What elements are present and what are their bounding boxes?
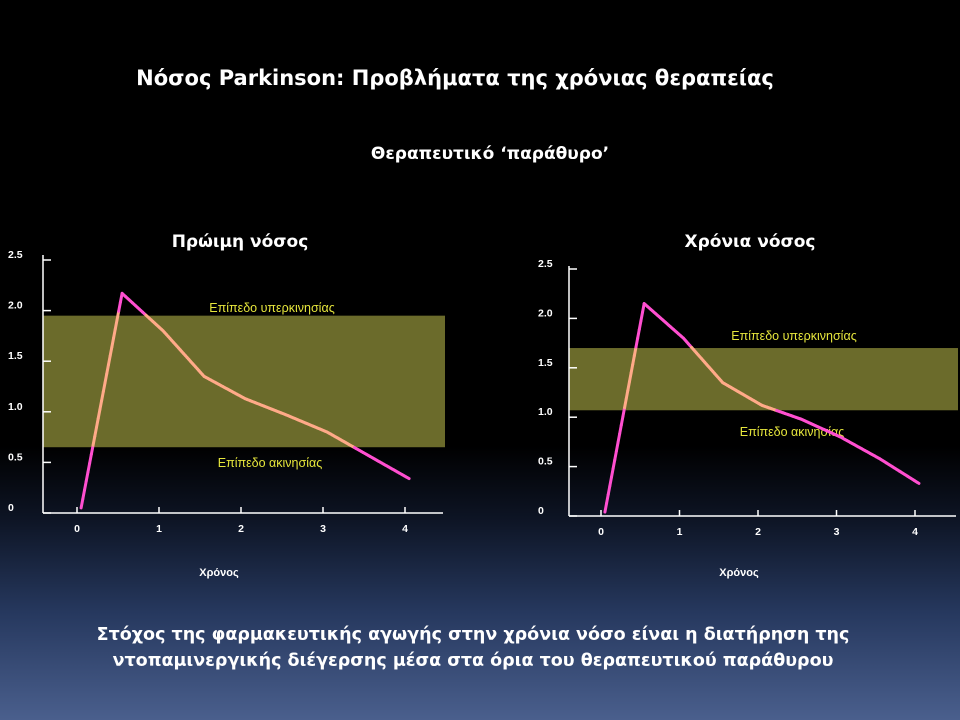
- dopamine-curve-segment: [917, 482, 919, 483]
- y-tick-label: 1.0: [538, 406, 553, 419]
- x-tick-label: 3: [320, 523, 326, 535]
- x-tick-label: 0: [74, 523, 80, 535]
- x-axis-title: Χρόνος: [199, 567, 239, 579]
- chart-early-disease: [8, 249, 445, 579]
- chart-title-early: Πρώιμη νόσος: [171, 232, 309, 252]
- y-tick-label: 2.0: [538, 307, 553, 320]
- x-tick-label: 4: [402, 523, 408, 535]
- x-tick-label: 1: [676, 526, 683, 538]
- y-tick-label: 0: [8, 502, 14, 514]
- slide-subtitle: Θεραπευτικό ‘παράθυρο’: [370, 144, 610, 164]
- therapeutic-window-band: [43, 316, 445, 448]
- y-tick-label: 1.5: [538, 356, 553, 369]
- x-tick-label: 2: [755, 526, 761, 538]
- x-axis-title: Χρόνος: [719, 567, 759, 579]
- chart-chronic-disease: [538, 258, 958, 579]
- y-tick-label: 1.0: [8, 400, 23, 413]
- hyperkinesia-level-label: Επίπεδο υπερκινησίας: [209, 301, 335, 315]
- slide-title: Νόσος Parkinson: Προβλήματα της χρόνιας θεραπείας: [136, 66, 774, 90]
- y-tick-label: 0.5: [8, 451, 23, 464]
- slide-caption: [0, 622, 946, 674]
- x-tick-label: 3: [833, 526, 840, 538]
- x-tick-label: 2: [238, 523, 244, 535]
- y-tick-label: 0.5: [538, 455, 553, 468]
- y-tick-label: 1.5: [8, 350, 23, 363]
- y-tick-label: 2.5: [8, 249, 23, 261]
- caption-line-2: ντοπαμινεργικής διέγερσης μέσα στα όρια του θεραπευτικού παράθυρου: [112, 651, 834, 671]
- x-tick-label: 0: [598, 526, 604, 538]
- akinesia-level-label: Επίπεδο ακινησίας: [739, 425, 845, 439]
- akinesia-level-label: Επίπεδο ακινησίας: [217, 456, 323, 470]
- x-tick-label: 4: [912, 526, 918, 538]
- y-tick-label: 2.5: [538, 258, 553, 270]
- caption-line-1: Στόχος της φαρμακευτικής αγωγής στην χρόνια νόσο είναι η διατήρηση της: [96, 625, 850, 645]
- dopamine-curve-segment: [407, 478, 409, 479]
- x-tick-label: 1: [156, 523, 162, 535]
- y-tick-label: 2.0: [8, 299, 23, 312]
- y-tick-label: 0: [538, 505, 544, 517]
- hyperkinesia-level-label: Επίπεδο υπερκινησίας: [731, 329, 857, 343]
- chart-title-chronic: Χρόνια νόσος: [684, 232, 816, 252]
